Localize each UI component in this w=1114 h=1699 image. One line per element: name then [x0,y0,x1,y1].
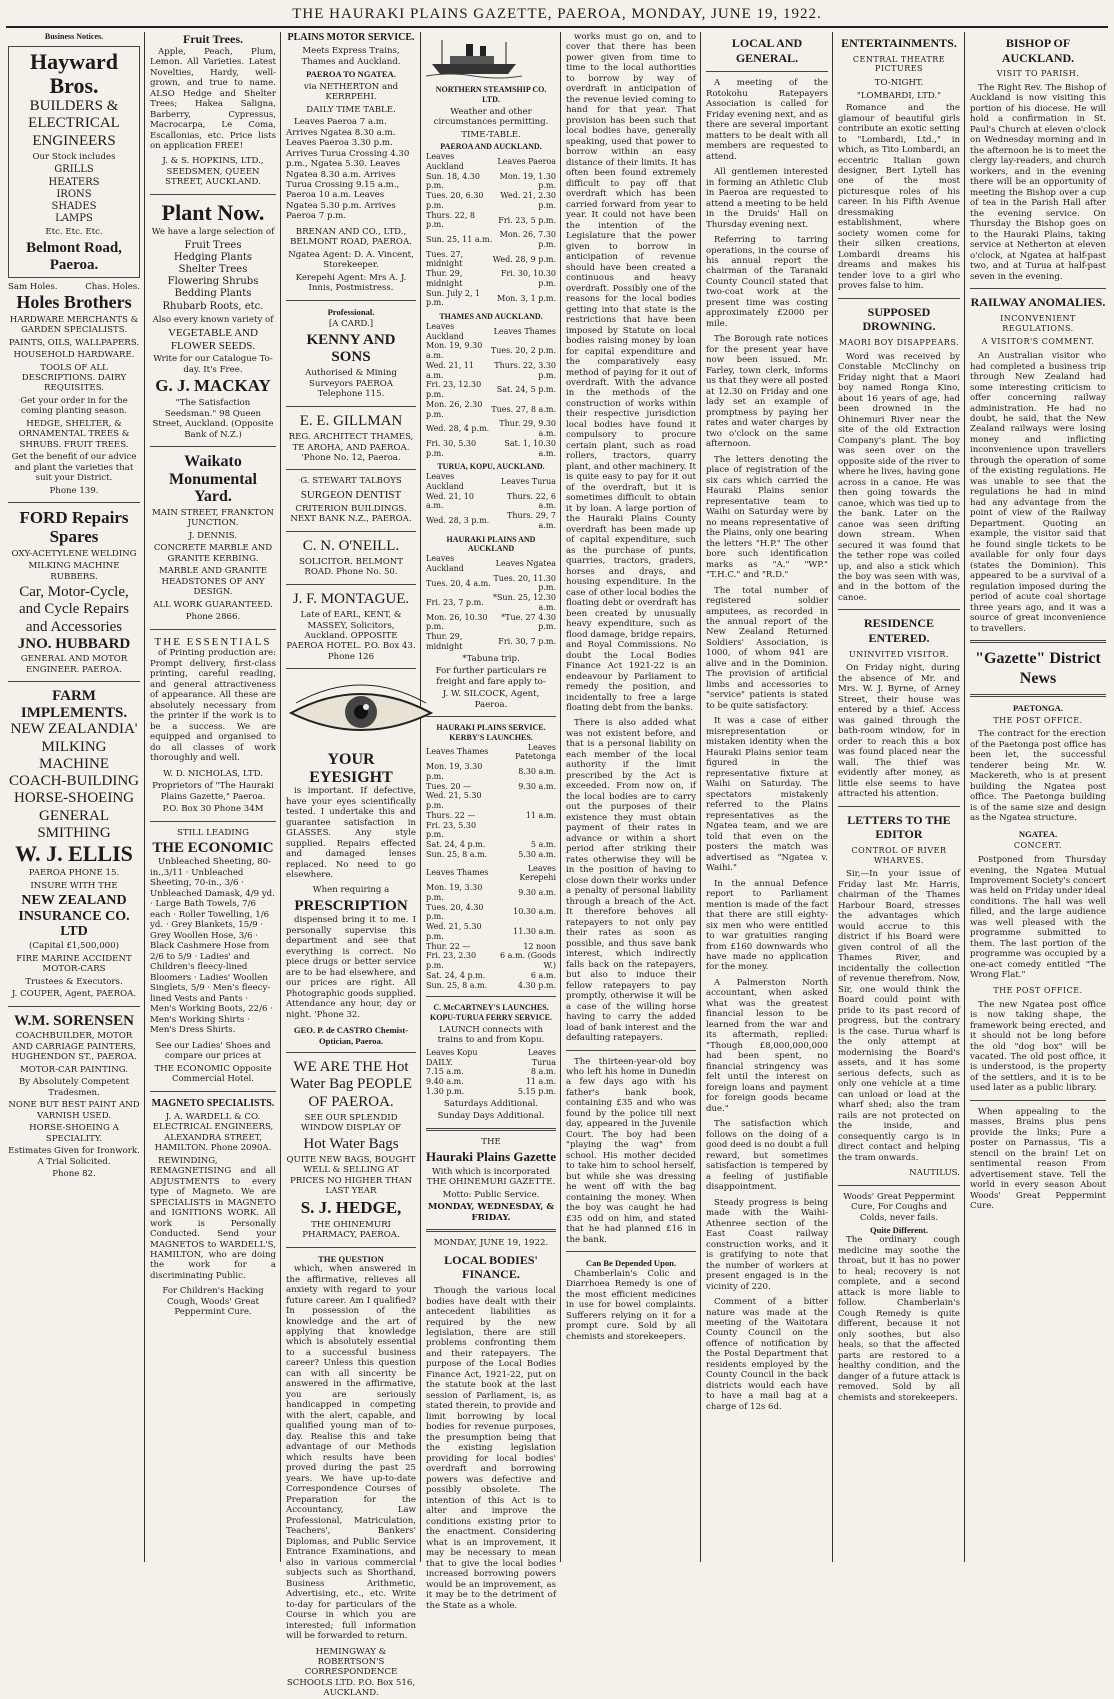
tabuna-trip: *Tabuna trip. [462,653,520,664]
quite-text: The ordinary cough medicine may soothe the throat, but it has no power to heal; recovery is not complete, and a second attack is more liable to follow. Chamberlain's Cough Remedy is quite different, because it not only soothes, but also heals, so that the affected parts are restored to a healthy condition, and the danger of a future attack is removed. Sold by all chemists and storekeepers. [838,1235,960,1403]
column-7 [838,32,960,1562]
concert: CONCERT. [1013,841,1063,851]
thames-auckland-table: Leaves Auckland Leaves Thames Mon. 19, 9.30 a.m. Tues. 20, 2 p.m. Wed. 21, 11 a.m. Thurs. 22, 3.30 p.m. Fri. 23, 12.30 p.m. Sat. 24, 5 p.m. Mon. 26, 2.30 p.m. Tues. 27, 8 a.m. Wed. 28, 4 p.m. Thur. 29, 9.30 a.m. Fri. 30, 5.30 p.m. Sat. 1, 10.30 a.m. [426,321,556,458]
phone-139: Phone 139. [49,485,99,496]
letter-text: Sir,—In your issue of Friday last Mr. Harris, chairman of the Thames Harbour Board, stresses the advantages which would accrue to this district if his Board were given control of all the Thames River, and incidentally the collection of revenue therefrom. Now, Sir, one would think the Board could point with pride to its past record of progress, but the contrary is the case. Turua wharf is the only attempt at modernising the Board's assets, and it has some serious defects, such as only one vehicle at a time can unload or load at the wharf shed; also the tram rails are not protected on the inside, and consequently cargo is in direct contact and helping the tram onwards. [838,869,960,1163]
guaranteed: ALL WORK GUARANTEED. [153,599,273,610]
paeroa-auckland: PAEROA AND AUCKLAND. [440,142,542,152]
plant-item: Fruit Trees [184,239,242,251]
stock-etc: Etc. Etc. Etc. [45,227,103,238]
the-economic: THE ECONOMIC [152,840,274,857]
concrete-kerbing: CONCRETE MARBLE AND GRANITE KERBING. [153,543,273,564]
turua-kopu: TURUA, KOPU, AUCKLAND. [437,462,545,472]
headstones: MARBLE AND GRANITE HEADSTONES OF ANY DESIGN. [158,566,268,598]
column-rule [280,32,281,1562]
business-notices-title: Business Notices. [44,32,104,41]
publication-days: MONDAY, WEDNESDAY, & FRIDAY. [427,1202,555,1223]
farm-implements: FARM IMPLEMENTS. [20,688,128,721]
plant-item: Bedding Plants [174,288,252,300]
ford-repairs: FORD Repairs Spares [19,508,129,546]
economic-goods: Unbleached Sheeting, 80-in.,3/11 · Unbleached Sheeting, 70-in., 3/6 · Unbleached Damask, 4/9 yd. · Large Bath Towels, 7/6 each · Roller Towelling, 1/6 yd. · Grey Blankets, 15/9 · Grey Woollen Hose, 3/6 · Black Cashmere Hose from 2/6 to 5/9 · Ladies' and Children's fleecy-lined Bloomers · Ladies' Woollen Singlets, 5/9 · Men's fleecy-lined Vests and Pants · Men's Working Boots, 22/6 · Men's Working Shirts · Men's Dress Shirts. [150,857,275,1036]
quite-different: Quite Different. [869,1224,929,1235]
household-line: HOUSEHOLD HARDWARE. [13,350,135,361]
mackay-name: G. J. MACKAY [155,376,271,396]
estimates: Estimates Given for Ironwork. A Trial Solicited. [8,1146,140,1167]
insure-with: INSURE WITH THE [30,880,118,891]
entertainments: ENTERTAINMENTS. [841,36,957,50]
launch-table: Leaves Kopu DAILY. Leaves Turua 7.15 a.m. 8 a.m. 9.40 a.m. 11 a.m. 1.30 p.m. 5.15 p.m. [426,1047,556,1096]
gillman: E. E. GILLMAN [299,412,403,429]
tradesmen: By Absolutely Competent Tradesmen. [18,1077,130,1098]
stock-label: Our Stock includes [32,151,116,162]
still-leading: STILL LEADING [176,827,249,838]
coachbuilder: COACHBUILDER, MOTOR AND CARRIAGE PAINTERS, HUGHENDON ST., PAEROA. [11,1031,137,1063]
order-line: Get your order in for the coming planting season. [20,395,128,417]
capital: (Capital £1,500,000) [29,941,119,952]
ngatea: NGATEA. [1018,828,1058,839]
holes-brothers: Holes Brothers [16,291,132,312]
local-para: A meeting of the Rotokohu Ratepayers Association is called for Friday evening next, and as there are several important matters to be dealt with all members are requested to attend. [706,78,828,162]
belmont-road: Belmont Road, Paeroa. [26,239,122,274]
masthead-rule [6,26,1108,28]
hedge-name: S. J. HEDGE, [300,1197,402,1217]
stock-item: SHADES [51,200,97,212]
ellis-sub: PAEROA PHONE 15. [28,868,120,879]
paints-line: PAINTS, OILS, WALLPAPERS. [8,337,140,348]
sam-holes: Sam Holes. [8,282,58,293]
woods-cure: Woods' Great Peppermint Cure, For Coughs and Colds, never fails. [843,1191,955,1223]
horse-shoeing: HORSE-SHOEING A SPECIALITY. [29,1123,119,1144]
launch-connects: LAUNCH connects with trains to and from Kopu. [437,1024,545,1046]
northern-steamship: NORTHERN STEAMSHIP CO. LTD. [435,85,547,105]
bishop-auckland: BISHOP OF AUCKLAND. [1001,36,1075,65]
oneill: C. N. O'NEILL. [302,537,400,554]
stock-item: IRONS [56,188,92,200]
motor-service: PLAINS MOTOR SERVICE. [287,32,415,43]
coach-building: COACH-BUILDING HORSE-SHOEING GENERAL SMITHING [9,773,139,841]
column-6 [706,32,828,1562]
nicholas: W. D. NICHOLAS, LTD. [163,768,263,779]
eye-illustration [286,681,436,741]
pharmacy: THE OHINEMURI PHARMACY, PAEROA. [302,1219,400,1241]
hauraki-auckland: HAURAKI PLAINS AND AUCKLAND [446,534,536,554]
magneto-title: MAGNETO SPECIALISTS. [151,1097,275,1109]
district-news: "Gazette" District News [975,650,1101,687]
paeroa-ngatea: PAEROA TO NGATEA. [306,69,396,80]
de-castro: GEO. P. de CASTRO Chemist-Optician, Paeroa. [293,1025,409,1046]
hayward-name: Hayward Bros. [30,48,118,98]
mackay-sub: "The Satisfaction Seedsman." 98 Queen Street, Auckland. (Opposite Bank of N.Z.) [152,398,274,440]
montague-sub: Late of EARL, KENT, & MASSEY, Solicitors, Auckland. OPPOSITE PAEROA HOTEL. P.O. Box 43. Phone 126 [286,610,416,662]
paetonga: PAETONGA. [1012,703,1064,714]
kerby-table-2: Leaves Thames Leaves Kerepehi Mon. 19, 3.30 p.m. 9.30 a.m. Tues. 20, 4.30 p.m. 10.30 a.m. Wed. 21, 5.30 p.m. 11.30 a.m. Thur. 22 — 12 noon Fri. 23, 2.30 p.m. 6 a.m. (Goods W.) Sat. 24, 4 p.m. 6 a.m. Sun. 25, 8 a.m. 4.30 p.m. [426,863,556,990]
drowning-text: Word was received by Constable McClinchy on Friday night that a Maori boy named Ronga Kino, about 16 years of age, had been drowned in the Ohinemuri River near the site of the old Extraction Company's plant. The boy was seen over on the opposite side of the river to where he lives, having gone across in a canoe. He was then going towards the canoe, which was tied up to the bank. Later on the canoe was seen drifting down stream. When secured it was found that the tether rope was coiled up, and also a stick which the boy was seen with was, and in the bottom of the canoe. [838,351,960,603]
splendid-display: SEE OUR SPLENDID WINDOW DISPLAY OF [300,1112,402,1134]
milking-rubbers: MILKING MACHINE RUBBERS. [28,561,120,582]
kerby-table: Leaves Thames Leaves Patetonga Mon. 19, 3.30 p.m. 8.30 a.m. Tues. 20 — 9.30 a.m. Wed. 21, 5.30 p.m. Thurs. 22 — 11 a.m. Fri. 23, 5.30 p.m. Sat. 24, 4 p.m. 5 a.m. Sun. 25, 8 a.m. 5.30 a.m. [426,742,556,859]
tools-line: TOOLS OF ALL DESCRIPTIONS. DAIRY REQUISITES. [21,362,127,394]
oxy-welding: OXY-ACETYLENE WELDING [11,548,137,559]
to-night: TO-NIGHT. [874,78,924,89]
masthead: THE HAURAKI PLAINS GAZETTE, PAEROA, MONDAY, JUNE 19, 1922. [292,6,822,22]
the-question: THE QUESTION [318,1253,384,1264]
depended-text: Chamberlain's Colic and Diarrhoea Remedy is one of the most efficient medicines in use for bowel complaints. Sufferers relying on it for a prompt cure. Sold by all chemists and storekeepers. [566,1268,696,1342]
maori-boy: MAORI BOY DISAPPEARS. [838,338,960,348]
motor-sub: Meets Express Trains, Thames and Auckland. [301,46,401,67]
turua-table: Leaves Auckland Leaves Turua Wed. 21, 10 a.m. Thurs. 22, 6 a.m. Wed. 28, 3 p.m. Thurs. 29, 7 a.m. [426,472,556,530]
plant-item: Flowering Shrubs [167,276,259,288]
gillman-sub: REG. ARCHITECT THAMES, TE AROHA, AND PAEROA. 'Phone No. 12, Paeroa. [288,432,414,463]
local-para: All gentlemen interested in forming an Athletic Club in Paeroa are requested to attend a meeting to be held in the Druids' Hall on Thursday evening next. [706,167,828,230]
river-wharves: CONTROL OF RIVER WHARVES. [851,845,947,865]
local-bodies-finance: LOCAL BODIES' FINANCE. [444,1252,538,1282]
issue-date: MONDAY, JUNE 19, 1922. [433,1238,549,1249]
criterion: CRITERION BUILDINGS. NEXT BANK N.Z., PAEROA. [290,503,412,525]
column-3 [286,32,416,1699]
depended-upon: Can Be Depended Upon. [585,1258,677,1269]
po-box-30: P.O. Box 30 Phone 34M [162,804,264,815]
eyesight-text: is important. If defective, have your eyes scientifically tested. I undertake this and guarantee satisfaction in GLASSES. Any style supplied. Repairs effected and damaged lenses replaced. No need to go elsewhere. [286,786,416,880]
verse: When appealing to the masses, Brains plus pens provide the links; Pure a poster on Parnassus, 'Tis a stencil on the brain! Let on sentimental reason From advertisement stave. Tell the world in every season About Woods' Great Peppermint Cure. [970,1106,1106,1212]
finance-liability: There is also added what was not existent before, and that is a personal liability on each member of the local authority if the limit prescribed by the Act is exceeded. From now on, if the local bodies are to carry out the purposes of their existence they must obtain payment of their rates in advance or within a short period after striking their rates otherwise they will be in the position of having to close down their works under a penalty of personal liability through a breach of the Act. It therefore behoves all ratepayers to not only pay their rates as soon as possible, and thus save bank interest, which indirectly falls back on the ratepayers, but also to induce their fellow ratepayers to pay promptly, otherwise it will be a case of the willing horse having to carry the added load of bank interest and the defaulting ratepayers. [566,718,696,1044]
plant-item: Rhubarb Roots, etc. [162,300,264,312]
letters-editor: LETTERS TO THE EDITOR [847,812,951,842]
steamship-illustration [426,36,522,78]
kenny-sub: Authorised & Mining Surveyors PAEROA Telephone 115. [305,368,397,400]
hubbard-sub: GENERAL AND MOTOR ENGINEER. PAEROA. [20,654,128,675]
your-eyesight: YOUR EYESIGHT [309,750,393,786]
large-selection: We have a large selection of [151,227,275,238]
waikato-yard: Waikato Monumental Yard. [169,453,257,506]
fruit-trees-text: Apple, Peach, Plum, Lemon. All Varieties. Latest Novelties, Hardy, well-grown, and true to name. ALSO Hedge and Shelter Trees; Hakea Saligna, Barberry, Cypressus, Macrocarpa, Le Coma, Escallonias, etc. Price lists on application FREE! [150,46,276,151]
supposed-drowning: SUPPOSED DROWNING. [862,304,936,334]
nz-insurance: NEW ZEALAND INSURANCE CO. LTD [18,893,130,940]
uninvited-visitor: UNINVITED VISITOR. [848,649,949,659]
sundays: Sunday Days Additional. [437,1111,545,1122]
further-particulars: For further particulars re freight and fare apply to- [435,666,547,687]
ngatea-agent: Ngatea Agent: D. A. Vincent, Storekeeper. [288,249,414,271]
children-cough: For Children's Hacking Cough, Woods' Great Peppermint Cure. [162,1286,264,1318]
essentials-title: THE ESSENTIALS [154,635,272,648]
hauraki-table: Leaves Auckland Leaves Ngatea Tues. 20, 4 a.m. Tues. 20, 11.30 p.m. Fri. 23, 7 p.m. *Sun. 25, 12.30 a.m. Mon. 26, 10.30 p.m. *Tue. 27 4.30 p.m. Thur. 29, midnight Fri. 30, 7 p.m. [426,554,556,651]
best-paint: NONE BUT BEST PAINT AND VARNISH USED. [8,1100,140,1121]
ellis-name: W. J. ELLIS [15,841,133,867]
stock-item: GRILLS [54,164,94,176]
dennis: J. DENNIS. [188,530,238,541]
local-general: LOCAL AND GENERAL. [731,36,803,65]
rewinding-text: REWINDING, REMAGNETISING and all ADJUSTMENTS to every type of Magneto. We are SPECIALISTS in MAGNETO and IGNITIONS WORK. All work is Personally Conducted. Send your MAGNETOS to WARDELL'S, HAMILTON, who are doing the work for a discriminating Public. [150,1155,276,1281]
thames-auckland: THAMES AND AUCKLAND. [439,312,543,322]
motorcar-painting: MOTOR-CAR PAINTING. [19,1064,129,1075]
mccartney: C. McCARTNEY'S LAUNCHES. [433,1003,549,1013]
motto: Motto: Public Service. [442,1189,540,1200]
timetable-label: TIME-TABLE. [461,129,521,140]
plant-item: Shelter Trees [178,263,248,275]
local-para: The satisfaction which follows on the doing of a good deed is no doubt a full reward, but sometimes satisfaction is tempered by a feeling of justifiable disappointment. [706,1119,828,1193]
proprietors: Proprietors of "The Hauraki Plains Gazette," Paeroa. [152,781,274,802]
motor-times: Leaves Paeroa 7 a.m. Arrives Ngatea 8.30 a.m. Leaves Paeroa 3.30 p.m. Arrives Turua Crossing 4.30 p.m., Ngatea 5.30. Leaves Ngatea 8.30 a.m. Arrives Turua Crossing 9.15 a.m., Paeroa 10 a.m. Leaves Ngatea 5.30 p.m. Arrives Paeroa 7 p.m. [286,117,410,222]
phone-2866: Phone 2866. [185,612,241,623]
write-catalogue: Write for our Catalogue To-day. It's Free. [153,354,273,375]
every-variety: Also every known variety of [152,314,274,325]
residence-text: On Friday night, during the absence of Mr. and Mrs. W. J. Byrne, of Arney Street, their house was entered by a thief. Access was gained through the bath-room window, for in order to reach this a box was found placed near the wall. The thief was evidently after money, as little else seems to have attracted his attention. [838,663,960,800]
plant-now: Plant Now. [161,199,265,225]
oneill-solicitor: SOLICITOR. BELMONT ROAD. Phone No. 50. [298,556,404,578]
local-para: Referring to tarring operations, in the course of his annual report the chairman of the Taranaki County Council stated that two-coat work at the present time was costing approximately £2000 per mile. [706,235,828,329]
column-2 [150,32,276,1562]
montague: J. F. MONTAGUE. [292,590,410,607]
local-para: Steady progress is being made with the Waihi-Athenree section of the East Coast railway construction works, and it is gratifying to note that the number of workers at present engaged is in the vicinity of 220. [706,1197,828,1292]
fruit-trees-title: Fruit Trees. [183,32,243,46]
sorensen-name: W.M. SORENSEN [14,1012,134,1029]
column-rule [420,32,421,1562]
professional: Professional. [327,306,375,317]
benefit-line: Get the benefit of our advice and plant the varieties that suit your District. [11,452,137,484]
column-rule [560,32,561,1562]
post-office-2: THE POST OFFICE. [993,985,1083,995]
hayward-advert [8,46,140,279]
local-para: Comment of a bitter nature was made at the meeting of the Waitotara County Council on the offence of notification by the Postal Department that residents employed by the County Council in the back districts would each have to have a mail bag at a charge of 12s 6d. [706,1297,828,1412]
post-office: THE POST OFFICE. [993,715,1083,725]
bishop-text: The Right Rev. The Bishop of Auckland is now visiting this portion of his diocese. He will hold a confirmation in St. Paul's Church at eleven o'clock on Wednesday morning and in the afternoon he is to meet the clergy lay-readers, and church workers, and in the evening there will be an opportunity of meeting the Bishop over a cup of tea in the Parish Hall after the evening service. On Thursday the Bishop goes on to the Hauraki Plains, taking service at Netherton at eleven o'clock, at Ngatea at half-past two, and at Turua at half-past seven in the evening. [970,83,1106,282]
prescription-text: dispensed bring it to me. I personally supervise this department and see that everything is correct. No piece drugs or better service are to be had elsewhere, and our prices are right. All Photographic goods supplied. Attendance any hour, day or night. 'Phone 32. [286,915,416,1020]
hot-water-bag: WE ARE THE Hot Water Bag PEOPLE OF PAEROA. [289,1059,413,1110]
nautilus: NAUTILUS. [909,1168,960,1179]
visit-parish: VISIT TO PARISH. [996,69,1080,79]
finance-continued: works must go on, and to cover that there has been power given from time to time to the local authorities to borrow by way of overdraft in anticipation of the revenue levied coming to hand for that year. That provision has been such that local bodies have, generally speaking, used that power to borrow within an easy distance of their limits. It has often been found extremely difficult to pay off that overdraft which has been carried forward from year to year. It could not have been the intention of the Legislature that the power given to borrow in anticipation of revenue should have been created a continuous and heavy overdraft. Possibly one of the reasons for the local bodies getting into that state is the restrictions that have been imposed by Statute on local bodies raising money by loan for capital expenditure and the comparatively easy method of paying for it out of overdraft. With the advance in the methods of the construction of works within their respective jurisdiction local bodies have found it compulsory to procure certain plant, such as road rollers, tractors, quarry plant, and other machinery. It is quite easy to pay for it out of the overdraft, but it is sometimes difficult to obtain it by loan. A large portion of the Hauraki Plains County overdraft has been made up of capital expenditure, such as the purchase of punts, quarries, tractors, graders, horses and drays, and housing expenditure. In the case of other local bodies the floating debt or overdraft has been created by unusually heavy expenditure, such as flood damage, bridge repairs, and Royal Commissions. No doubt the Local Bodies Finance Act 1921-22 is an endeavour by Parliament to remedy the position, and incidentally to free a large floating debt from the banks. [566,32,696,713]
hubbard-name: JNO. HUBBARD [17,635,131,652]
weather: Weather and other circumstances permitting. [433,106,549,128]
column-1 [8,32,140,1562]
kopu-turua: KOPU-TURUA FERRY SERVICE. [429,1013,553,1023]
couper-agent: J. COUPER, Agent, PAEROA. [11,989,137,1000]
ladies-shoes: See our Ladies' Shoes and compare our prices at [155,1040,271,1062]
column-rule [832,32,833,1562]
main-street: MAIN STREET, FRANKTON JUNCTION. [151,507,275,529]
insurance-types: FIRE MARINE ACCIDENT MOTOR-CARS [16,953,132,975]
local-para: It was a case of either misrepresentation or mistaken identity when the Hauraki Plains senior team figured in the representative fixture at Waihi on Saturday. The spectators mistakenly referred to the Plains representatives as the Ngatea team, and we are told that even on the posters the match was advertised as "Ngatea v. Waihi." [706,716,828,874]
visitor-comment: A VISITOR'S COMMENT. [981,337,1095,347]
wardell: J. A. WARDELL & CO. ELECTRICAL ENGINEERS, ALEXANDRA STREET, HAMILTON. Phone 2090A. [152,1111,274,1154]
column-rule [700,32,701,1562]
column-8 [970,32,1106,1562]
stock-item: LAMPS [55,213,93,225]
hot-water-bags: Hot Water Bags [303,1135,399,1152]
hopkins: J. & S. HOPKINS, LTD., SEEDSMEN, QUEEN STREET, AUCKLAND. [162,156,264,188]
saturdays: Saturdays Additional. [443,1098,539,1109]
economic-opposite: THE ECONOMIC Opposite Commercial Hotel. [154,1063,272,1085]
railway-text: An Australian visitor who had completed a business trip through New Zealand had some interesting criticism to offer concerning railway administration. He had no doubt, he said, that the New Zealand railways were losing money and inflicting inconvenience upon travellers through the operation of some of the existing regulations. He was unable to see that the regulations he had in mind had any advantage from the point of view of the Railway Department. Quoting an example, the visitor said that he found single tickets to be available for only four days (states the Dominion). This appeared to be a survival of a regulation imposed during the period of acute coal shortage three years ago, and it was a source of great inconvenience to travellers. [970,351,1106,634]
central-theatre: CENTRAL THEATRE PICTURES [852,54,946,74]
plant-item: Hedging Plants [173,251,253,263]
kerepehi-agent: Kerepehi Agent: Mrs A. J. Innis, Postmistress. [295,272,407,294]
incorporated: With which is incorporated THE OHINEMURI GAZETTE. [426,1166,556,1188]
local-para: The Borough rate notices for the present year have now been issued. Mr. Farley, town clerk, informs us that they were all posted at 12.30 on Friday and one lady set an example of promptness by paying her rates and water charges by two o'clock on the same afternoon. [706,334,828,450]
local-para: A Palmerston North accountant, when asked what was the greatest financial lesson to be learned from the war and its aftermath, replied: "Though £8,000,000,000 had been spent, no financial stringency was felt until the interest on foreign loans and payment for foreign goods became due." [706,977,828,1114]
inconvenient: INCONVENIENT REGULATIONS. [1000,313,1076,333]
silcock: J. W. SILCOCK, Agent, Paeroa. [442,689,540,710]
local-para: The letters denoting the place of registration of the six cars which carried the Hauraki Plains senior representative team to Waihi on Saturday were by no means representative of the Plains, only one bearing the letters "H.P." The other bore such identification marks as "A." "WP." "T.H.C." and "R.D." [706,454,828,581]
surgeon-dentist: SURGEON DENTIST [300,488,402,501]
gazette-title: Hauraki Plains Gazette [426,1149,556,1165]
veg-seeds: VEGETABLE AND FLOWER SEEDS. [168,327,258,352]
railway-anomalies: RAILWAY ANOMALIES. [970,295,1106,310]
car-repairs: Car, Motor-Cycle, and Cycle Repairs and Accessories [19,584,129,635]
paeroa-auckland-table: Leaves Auckland Leaves Paeroa Sun. 18, 4.30 p.m. Mon. 19, 1.30 p.m. Tues. 20, 6.30 p.m. Wed. 21, 2.30 p.m. Thurs. 22, 8 p.m. Fri. 23, 5 p.m. Sun. 25, 11 a.m. Mon. 26, 7.30 p.m. Tues. 27, midnight Wed. 28, 9 p.m. Thur. 29, midnight Fri. 30, 10.30 p.m. Sun. July 2, 1 p.m. Mon. 3, 1 p.m. [426,152,556,308]
the-label: THE [481,1136,501,1147]
when-requiring: When requiring a [312,885,390,896]
phone-82: Phone 82. [52,1169,96,1180]
dunedin-boy: The thirteen-year-old boy who left his home in Dunedin a few days ago with his father's bank book, containing £35 and who was found by the police till next day, appeared in the Juvenile Court. The boy had been "playing the wag" from school. His mother decided to take him to school herself, but while she was dressing he went off with the bag containing the money. When the boy was caught he had £35 odd on him, and stated that he had planned £16 in the bank. [566,1056,696,1245]
lombardi-title: "LOMBARDI, LTD." [856,90,942,101]
local-para: In the annual Defence report to Parliament mention is made of the fact that there are still eighty-six men who were entitled to war gratuities ranging from £160 downwards who have made no application for the money. [706,878,828,973]
talboys: G. STEWART TALBOYS [300,476,402,487]
concert-text: Postponed from Thursday evening, the Ngatea Mutual Improvement Society's concert was held on Friday under ideal conditions. The hall was well filled, and the large audience was well pleased with the programme submitted to them. The last portion of the programme was occupied by a one-act comedy entitled "The Wrong Flat." [970,855,1106,981]
via-netherton: via NETHERTON and KERRPEHI. [303,81,399,103]
column-rule [144,32,145,1562]
chas-holes: Chas. Holes. [85,282,140,293]
hardware-merchants: HARDWARE MERCHANTS & GARDEN SPECIALISTS. [9,314,139,336]
post-text: The contract for the erection of the Paetonga post office has been let, the successful tenderer being Mr. W. Mackereth, who is at present building the Ngatea post office. The Paetonga building is of the same size and design as the Ngatea structure. [970,729,1106,824]
kenny-sons: KENNY AND SONS [306,331,396,366]
column-rule [964,32,965,1562]
kerby-launches: KERBY'S LAUNCHES. [449,732,533,742]
question-text: which, when answered in the affirmative, relieves all anxiety with regard to your future career. Am I qualified? In possession of the knowledge and the art of applying that knowledge which is absolutely essential to a successful business career? Unless this question can with all sincerity be answered in the affirmative, you are seriously handicapped in competing with the alert, capable, and qualified young man of to-day. Realise this and take advantage of our Methods which results have been proved during the past 25 years. We have up-to-date Correspondence Courses of Preparation for the Accountancy, Law Professional, Matriculation, Teachers', Bankers' Diplomas, and Public Service Entrance Examinations, and also in various commercial subjects such as Shorthand, Business Arithmetic, Advertising, etc., etc. Write to-day for particulars of the Course in which you are interested; full information will be forwarded to return. [286,1264,416,1642]
residence-entered: RESIDENCE ENTERED. [863,616,935,646]
stock-item: HEATERS [48,176,100,188]
hauraki-service: HAURAKI PLAINS SERVICE. [436,723,546,733]
brenan: BRENAN AND CO., LTD., BELMONT ROAD, PAEROA. [290,226,412,248]
a-card: [A CARD.] [328,319,374,330]
essentials-text: of Printing production are: Prompt delivery, first-class printing, careful reading, and general attractiveness of appearance. All these are absolutely necessary from the printer if the work is to be a success. We are equipped and organised to do all classes of work thoroughly and well. [150,648,276,764]
lombardi-text: Romance and the glamour of beautiful girls contribute an exotic setting to "Lombardi, Ltd.," in which, as Tito Lombardi, an eccentric Italian gown designer, Bert Lytell has one of the most picturesque roles of his career. In his Fifth Avenue dressmaking establishment, where society women come for their silken creations, Lombardi dreams his dreams and makes his tender love to a girl who proves false to him. [838,103,960,292]
hedge-line: HEDGE, SHELTER, & ORNAMENTAL TREES & SHRUBS. FRUIT TREES. [18,418,130,450]
prescription: PRESCRIPTION [294,897,408,914]
local-bodies-text: Though the various local bodies have dealt with their antecedent liabilities as required by the new legislation, there are still problems confronting them and their ratepayers. The purpose of the Local Bodies Finance Act, 1921-22, put on the statute book at the last session of Parliament, is, as stated therein, to provide and limit borrowing by local bodies for revenue purposes, the presumption being that the existing legislation providing for local bodies' overdraft and borrowing powers was defective and possibly obsolete. The intention of this Act is to alter and improve the conditions existing prior to the enactment. Considering what is an improvement, it may be necessary to mean that to give the local bodies increased borrowing powers would be an improvement, as it may be to the detriment of the State as a whole. [426,1286,556,1611]
daily-timetable: DAILY TIME TABLE. [306,104,396,115]
trustees: Trustees & Executors. [25,976,123,987]
nz-milking: NEW ZEALANDIA' MILKING MACHINE [10,721,138,772]
quite-new: QUITE NEW BAGS, BOUGHT WELL & SELLING AT PRICES NO HIGHER THAN LAST YEAR [286,1155,416,1197]
hemingway: HEMINGWAY & ROBERTSON'S CORRESPONDENCE SCHOOLS LTD. P.O. Box 516, AUCKLAND. [286,1646,416,1699]
local-para: The total number of registered soldier amputees, as recorded in the annual report of the New Zealand Returned Soldiers' Association, is 1000, of whom 941 are alive and in the Dominion. The provision of artificial limbs and accessories to "service" patients is stated to be quite satisfactory. [706,585,828,711]
hayward-builders: BUILDERS & ELECTRICAL ENGINEERS [28,98,120,149]
post2-text: The new Ngatea post office is now taking shape, the framework being erected, and it should not be long before the old "dog box" will be vacated. The old post office, it is understood, is the property of the settlers, and it is to be used later as a public library. [970,999,1106,1094]
column-5 [566,32,696,1562]
column-4 [426,32,556,1611]
